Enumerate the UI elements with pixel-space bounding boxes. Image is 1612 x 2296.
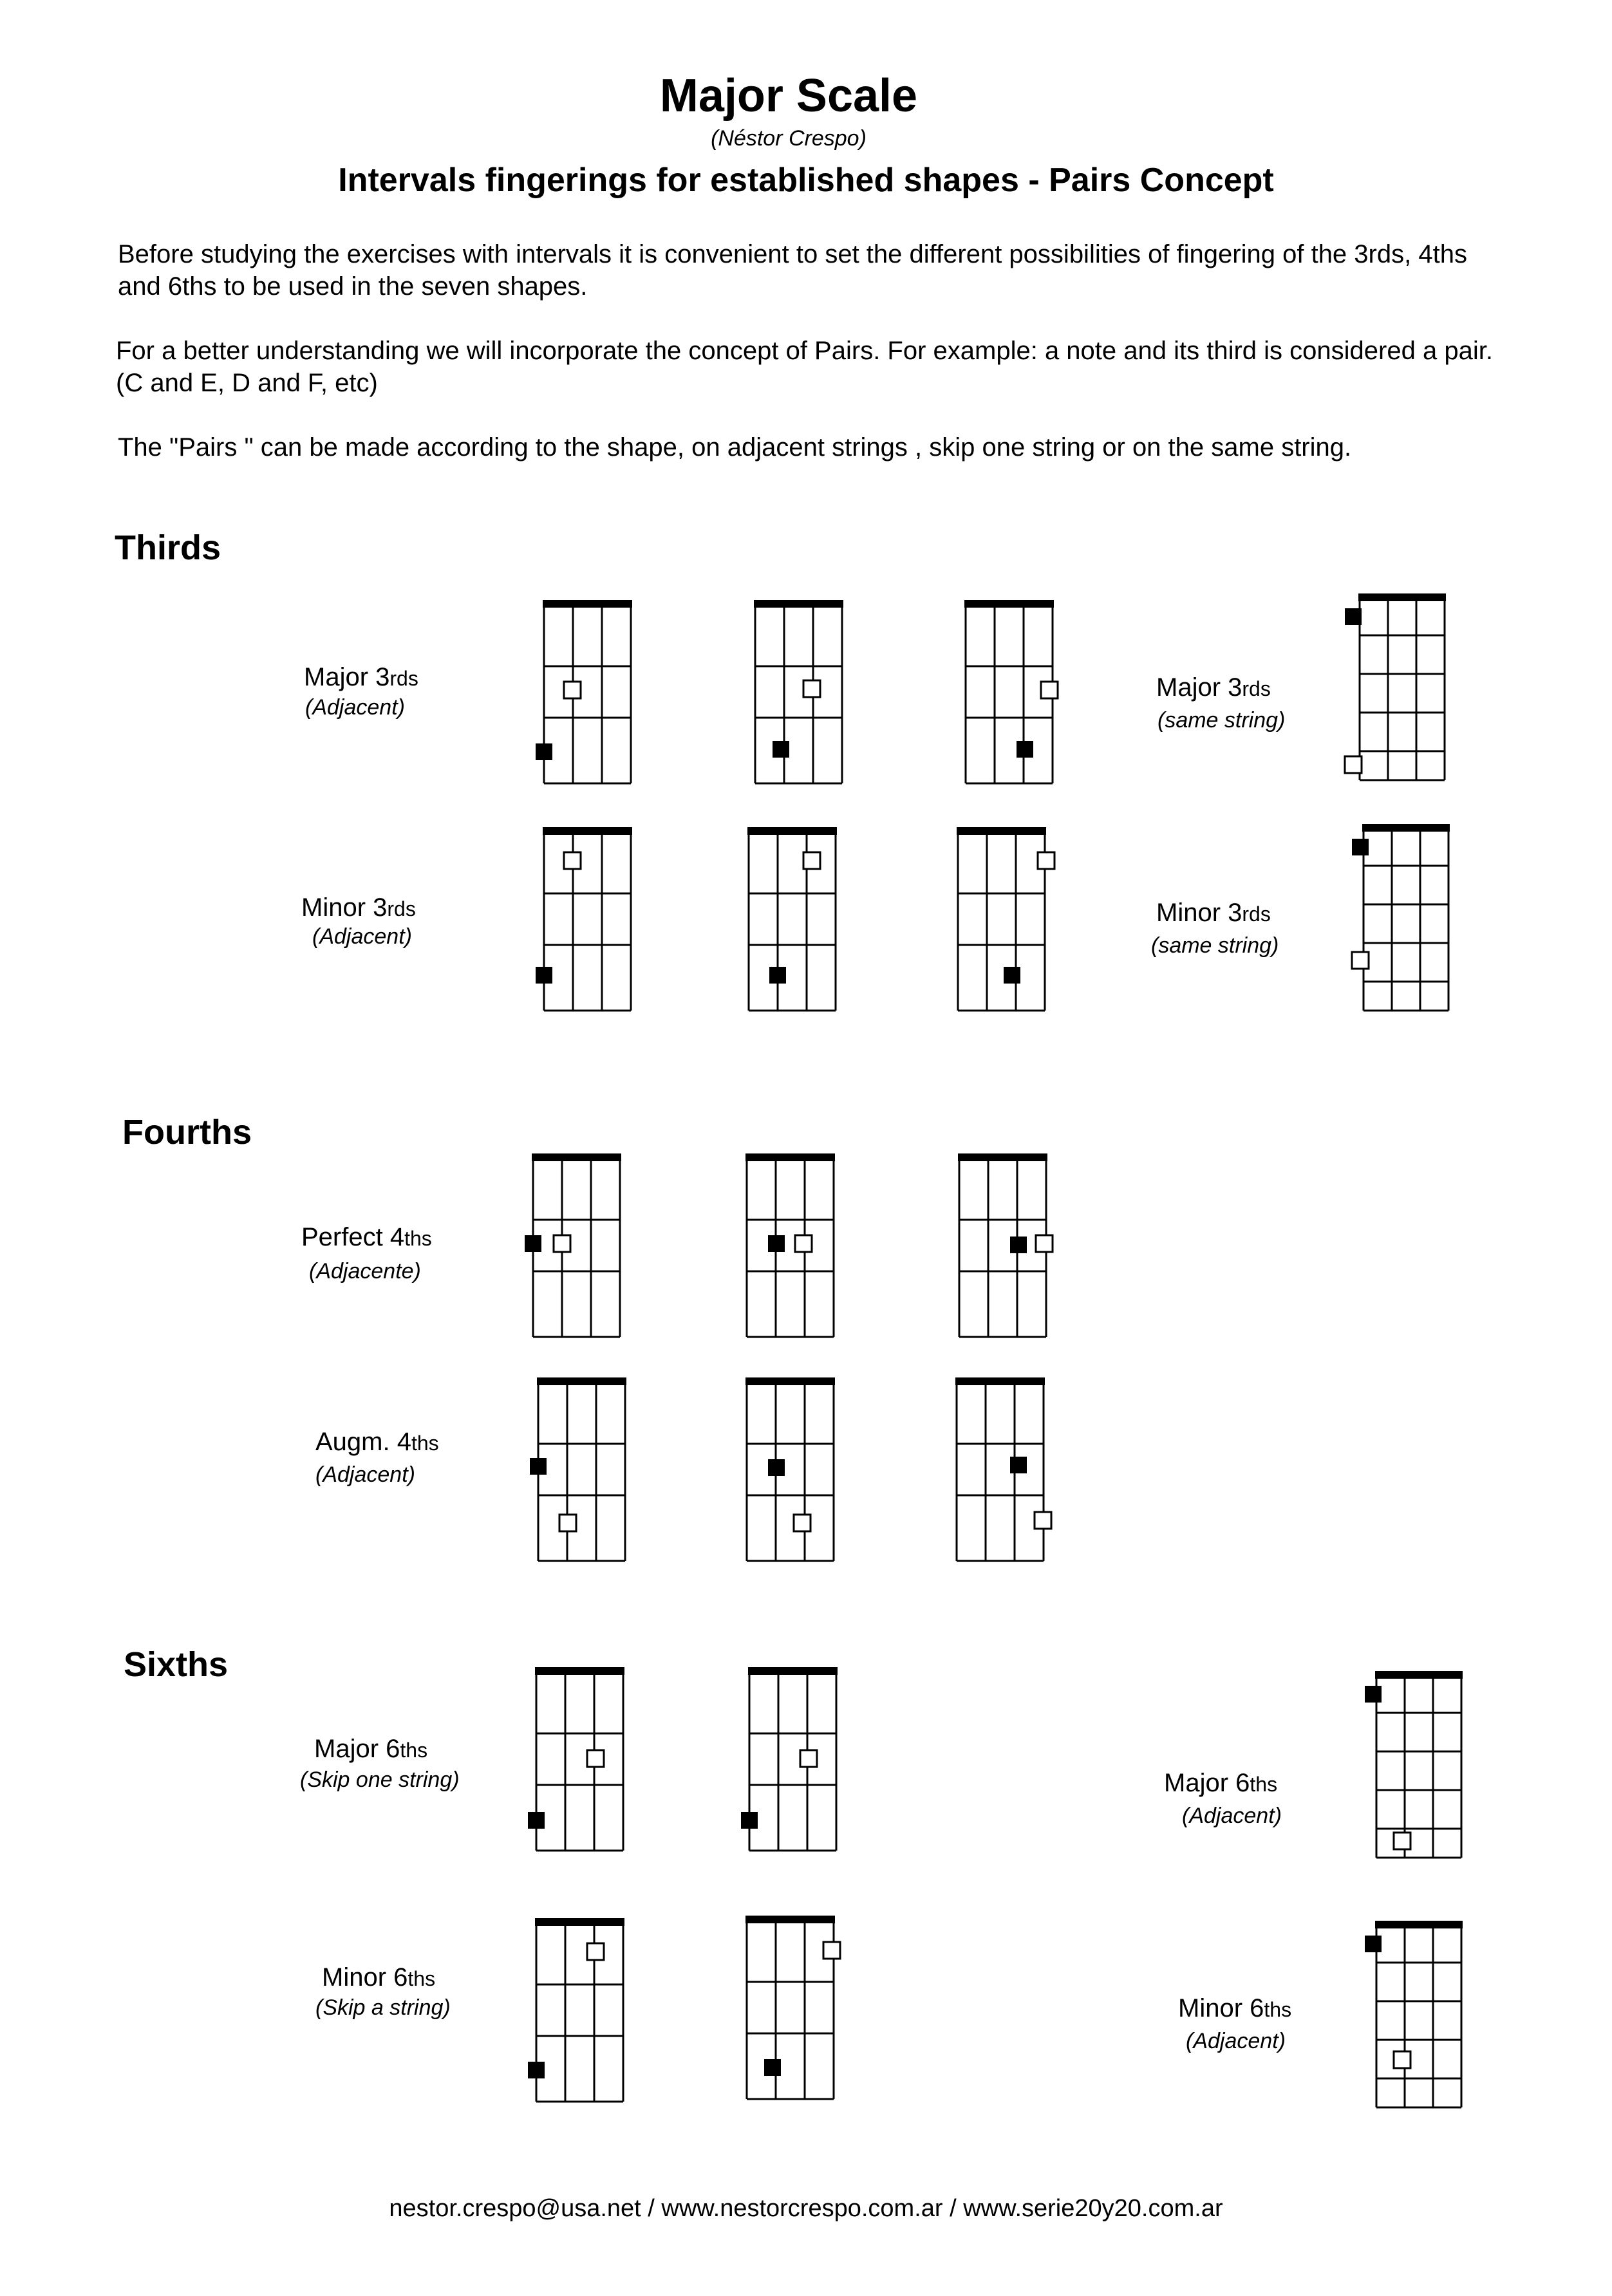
root-note-marker: [536, 967, 552, 984]
fretboard-nut: [543, 600, 632, 608]
fretboard-diagram-20: [1365, 1921, 1463, 2107]
fretboard-nut: [537, 1377, 626, 1385]
footer-contact: nestor.crespo@usa.net / www.nestorcrespo.com.ar / www.serie20y20.com.ar: [389, 2195, 1223, 2222]
note-major-3rds-same-string: (same string): [1157, 708, 1286, 733]
root-note-marker: [528, 2062, 545, 2078]
fretboard-diagram-14: [955, 1377, 1051, 1561]
interval-note-marker: [1394, 2051, 1410, 2068]
fretboard-nut: [745, 1377, 835, 1385]
interval-note-marker: [794, 1515, 811, 1531]
interval-note-marker: [564, 852, 581, 869]
note-major-3rds-adjacent: (Adjacent): [305, 695, 405, 720]
fretboard-diagram-11: [958, 1153, 1053, 1337]
root-note-marker: [1010, 1457, 1027, 1473]
fretboard-nut: [535, 1667, 624, 1675]
label-augmented-4ths-adjacent: Augm. 4ths: [315, 1428, 439, 1456]
fretboard-nut: [745, 1153, 835, 1161]
interval-note-marker: [1394, 1833, 1410, 1849]
label-major-6ths-skip: Major 6ths: [314, 1735, 428, 1763]
note-augmented-4ths-adjacent: (Adjacent): [315, 1462, 415, 1487]
fretboard-nut: [955, 1377, 1045, 1385]
fretboard-nut: [748, 1667, 838, 1675]
root-note-marker: [1345, 608, 1362, 625]
fretboard-nut: [1358, 593, 1446, 601]
fretboard-diagram-2: [754, 600, 843, 783]
note-minor-6ths-adjacent: (Adjacent): [1186, 2029, 1286, 2053]
note-perfect-4ths-adjacent: (Adjacente): [309, 1259, 421, 1283]
page-subtitle: Intervals fingerings for established shapes - Pairs Concept: [338, 162, 1274, 199]
interval-note-marker: [803, 852, 820, 869]
fretboard-diagram-19: [745, 1916, 840, 2099]
fretboard-nut: [747, 827, 837, 835]
fretboard-nut: [957, 827, 1046, 835]
label-major-3rds-adjacent: Major 3rds: [304, 663, 418, 691]
label-minor-6ths-skip: Minor 6ths: [322, 1963, 436, 1992]
label-major-6ths-adjacent: Major 6ths: [1164, 1769, 1278, 1797]
label-minor-6ths-adjacent: Minor 6ths: [1178, 1994, 1292, 2022]
section-heading-fourths: Fourths: [122, 1113, 252, 1152]
fretboard-nut: [532, 1153, 621, 1161]
fretboard-diagram-1: [536, 600, 632, 783]
interval-note-marker: [554, 1235, 570, 1252]
interval-note-marker: [587, 1943, 604, 1960]
root-note-marker: [768, 1235, 785, 1252]
fretboard-diagram-3: [964, 600, 1058, 783]
fretboard-diagram-6: [747, 827, 837, 1011]
interval-note-marker: [1035, 1512, 1051, 1529]
root-note-marker: [769, 967, 786, 984]
section-heading-thirds: Thirds: [115, 528, 221, 567]
fretboard-nut: [535, 1918, 624, 1926]
root-note-marker: [530, 1458, 547, 1475]
fretboard-diagram-9: [525, 1153, 621, 1337]
root-note-marker: [525, 1235, 541, 1252]
fretboard-diagram-5: [536, 827, 632, 1011]
fretboard-diagram-16: [741, 1667, 838, 1851]
intro-paragraph-3: The "Pairs " can be made according to the shape, on adjacent strings , skip one string or on the same string.: [118, 433, 1352, 462]
fretboard-diagram-10: [745, 1153, 835, 1337]
root-note-marker: [1004, 967, 1020, 984]
label-major-3rds-same-string: Major 3rds: [1156, 673, 1271, 702]
root-note-marker: [1365, 1686, 1382, 1703]
root-note-marker: [741, 1812, 758, 1829]
interval-note-marker: [803, 680, 820, 697]
note-minor-3rds-adjacent: (Adjacent): [312, 924, 412, 949]
label-minor-3rds-adjacent: Minor 3rds: [301, 893, 416, 922]
label-perfect-4ths-adjacent: Perfect 4ths: [301, 1223, 432, 1251]
root-note-marker: [764, 2059, 781, 2076]
fretboard-nut: [754, 600, 843, 608]
interval-note-marker: [559, 1515, 576, 1531]
note-major-6ths-adjacent: (Adjacent): [1182, 1804, 1282, 1828]
interval-note-marker: [1041, 682, 1058, 698]
interval-note-marker: [823, 1942, 840, 1959]
interval-note-marker: [587, 1750, 604, 1767]
interval-note-marker: [564, 682, 581, 698]
intro-paragraph-2: For a better understanding we will incorporate the concept of Pairs. For example: a note and its third is considered a pair. (C and E, D and F, etc): [116, 337, 1493, 397]
interval-note-marker: [1036, 1235, 1053, 1252]
interval-note-marker: [795, 1235, 812, 1252]
interval-note-marker: [1038, 852, 1054, 869]
intro-paragraph-1: Before studying the exercises with intervals it is convenient to set the different possibilities of fingering of the 3rds, 4ths and 6ths to be used in the seven shapes.: [118, 240, 1467, 301]
label-minor-3rds-same-string: Minor 3rds: [1156, 899, 1271, 927]
note-minor-6ths-skip: (Skip a string): [315, 1995, 451, 2020]
root-note-marker: [1010, 1237, 1027, 1253]
fretboard-diagram-13: [745, 1377, 835, 1561]
root-note-marker: [1365, 1936, 1382, 1952]
interval-note-marker: [1345, 756, 1362, 773]
fretboard-nut: [1362, 824, 1450, 832]
fretboard-nut: [958, 1153, 1047, 1161]
root-note-marker: [1017, 741, 1033, 758]
note-major-6ths-skip: (Skip one string): [300, 1768, 460, 1792]
fretboard-nut: [1375, 1921, 1463, 1928]
root-note-marker: [536, 743, 552, 760]
fretboard-diagram-12: [530, 1377, 626, 1561]
fretboard-diagram-15: [528, 1667, 624, 1851]
root-note-marker: [768, 1459, 785, 1476]
fretboard-diagram-4: [1345, 593, 1446, 780]
fretboard-nut: [964, 600, 1054, 608]
author-credit: (Néstor Crespo): [711, 126, 867, 151]
fretboard-diagram-17: [1365, 1671, 1463, 1858]
note-minor-3rds-same-string: (same string): [1151, 933, 1279, 958]
fretboard-diagram-8: [1352, 824, 1450, 1011]
interval-note-marker: [1352, 952, 1369, 969]
interval-note-marker: [800, 1750, 817, 1767]
fretboard-diagram-7: [957, 827, 1054, 1011]
page-title: Major Scale: [659, 70, 918, 122]
fretboard-nut: [745, 1916, 835, 1923]
fretboard-nut: [1375, 1671, 1463, 1679]
fretboard-nut: [543, 827, 632, 835]
root-note-marker: [528, 1812, 545, 1829]
fretboard-diagram-18: [528, 1918, 624, 2102]
section-heading-sixths: Sixths: [124, 1645, 229, 1684]
root-note-marker: [773, 741, 789, 758]
root-note-marker: [1352, 839, 1369, 855]
